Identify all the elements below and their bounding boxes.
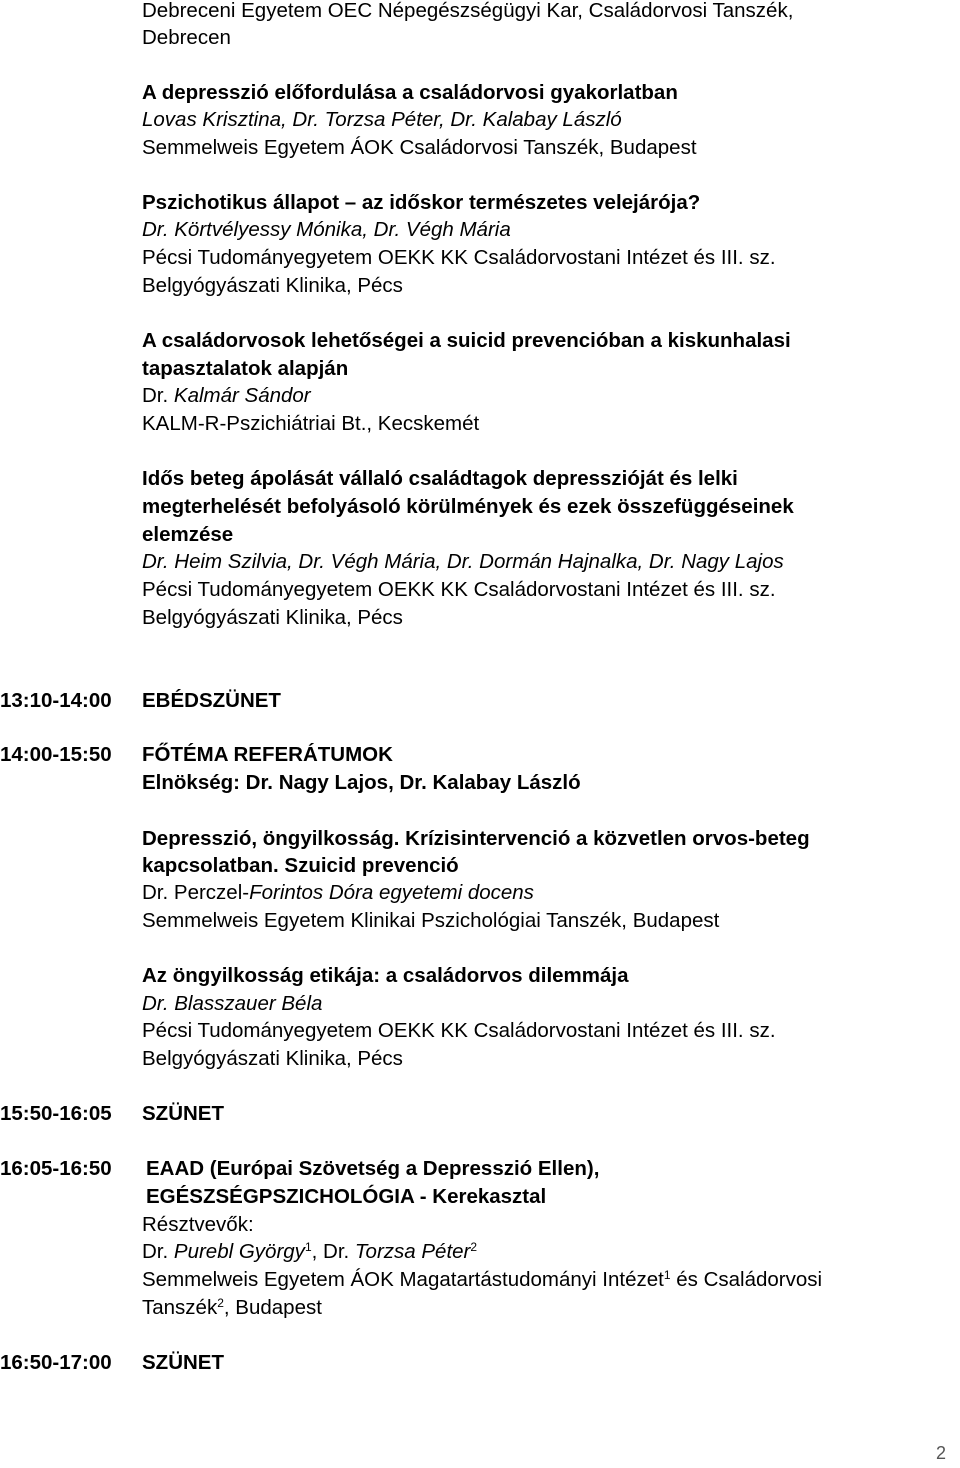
talk-authors: Dr. Blasszauer Béla <box>142 992 323 1015</box>
affiliation-mark: 2 <box>217 1296 224 1310</box>
affiliation-mark: 1 <box>304 1240 312 1254</box>
session-time: 16:50-17:00 <box>0 1351 112 1374</box>
institution-text: Tanszék <box>142 1296 218 1319</box>
session-chairs: Elnökség: Dr. Nagy Lajos, Dr. Kalabay László <box>142 771 581 794</box>
institution-line: Pécsi Tudományegyetem OEKK KK Családorvostani Intézet és III. sz. <box>142 1019 776 1042</box>
page-number: 2 <box>936 1443 947 1463</box>
institution-line: Belgyógyászati Klinika, Pécs <box>142 1047 403 1070</box>
talk-title: Depresszió, öngyilkosság. Krízisintervenció a közvetlen orvos-beteg <box>142 827 810 850</box>
talk-title: A családorvosok lehetőségei a suicid prevencióban a kiskunhalasi <box>142 329 791 352</box>
session-label: FŐTÉMA REFERÁTUMOK <box>142 743 393 766</box>
institution-line <box>142 1266 822 1294</box>
session-time: 15:50-16:05 <box>0 1102 112 1125</box>
institution-line: KALM-R-Pszichiátriai Bt., Kecskemét <box>142 412 480 435</box>
session-label: EAAD (Európai Szövetség a Depresszió Ellen), <box>146 1157 600 1180</box>
talk-title: A depresszió előfordulása a családorvosi gyakorlatban <box>142 81 678 104</box>
institution-text: és Családorvosi <box>670 1268 823 1291</box>
affiliation-mark: 2 <box>470 1240 478 1254</box>
institution-line: Debreceni Egyetem OEC Népegészségügyi Kar, Családorvosi Tanszék, <box>142 0 794 22</box>
institution-text: Semmelweis Egyetem ÁOK Magatartástudományi Intézet <box>142 1268 664 1291</box>
talk-title: tapasztalatok alapján <box>142 357 349 380</box>
author-name: Torzsa Péter <box>349 1240 471 1263</box>
participants-label: Résztvevők: <box>142 1213 254 1236</box>
institution-line: Pécsi Tudományegyetem OEKK KK Családorvostani Intézet és III. sz. <box>142 578 776 601</box>
author-prefix: , Dr. <box>311 1240 350 1263</box>
session-label: EBÉDSZÜNET <box>142 689 281 712</box>
session-label: SZÜNET <box>142 1351 224 1374</box>
author-name: Forintos Dóra egyetemi docens <box>249 881 534 904</box>
author-prefix: Dr. <box>142 1240 169 1263</box>
institution-text: , Budapest <box>223 1296 322 1319</box>
talk-authors: Dr. Heim Szilvia, Dr. Végh Mária, Dr. Dormán Hajnalka, Dr. Nagy Lajos <box>142 550 784 573</box>
affiliation-mark: 1 <box>663 1268 671 1282</box>
talk-authors: Dr. Körtvélyessy Mónika, Dr. Végh Mária <box>142 218 511 241</box>
session-label: SZÜNET <box>142 1102 224 1125</box>
author-name: Purebl György <box>168 1240 305 1263</box>
institution-line: Belgyógyászati Klinika, Pécs <box>142 606 403 629</box>
institution-line: Semmelweis Egyetem ÁOK Családorvosi Tanszék, Budapest <box>142 136 697 159</box>
talk-title: megterhelését befolyásoló körülmények és ezek összefüggéseinek <box>142 495 794 518</box>
talk-authors: Lovas Krisztina, Dr. Torzsa Péter, Dr. Kalabay László <box>142 108 622 131</box>
session-time: 14:00-15:50 <box>0 743 112 766</box>
talk-title: Az öngyilkosság etikája: a családorvos dilemmája <box>142 964 629 987</box>
talk-authors <box>142 1238 477 1266</box>
institution-line: Belgyógyászati Klinika, Pécs <box>142 274 403 297</box>
talk-title: Idős beteg ápolását vállaló családtagok depresszióját és lelki <box>142 467 738 490</box>
author-prefix: Dr. Perczel- <box>142 881 250 904</box>
institution-line: Semmelweis Egyetem Klinikai Pszichológiai Tanszék, Budapest <box>142 909 720 932</box>
institution-line: Pécsi Tudományegyetem OEKK KK Családorvostani Intézet és III. sz. <box>142 246 776 269</box>
talk-title: elemzése <box>142 523 234 546</box>
author-name: Kalmár Sándor <box>168 384 311 407</box>
institution-line <box>142 1294 322 1322</box>
talk-authors <box>142 382 311 410</box>
talk-authors <box>142 879 534 907</box>
session-label: EGÉSZSÉGPSZICHOLÓGIA - Kerekasztal <box>146 1185 547 1208</box>
session-time: 13:10-14:00 <box>0 689 112 712</box>
talk-title: Pszichotikus állapot – az időskor természetes velejárója? <box>142 191 701 214</box>
author-prefix: Dr. <box>142 384 169 407</box>
institution-line: Debrecen <box>142 26 231 49</box>
session-time: 16:05-16:50 <box>0 1157 112 1180</box>
talk-title: kapcsolatban. Szuicid prevenció <box>142 854 459 877</box>
